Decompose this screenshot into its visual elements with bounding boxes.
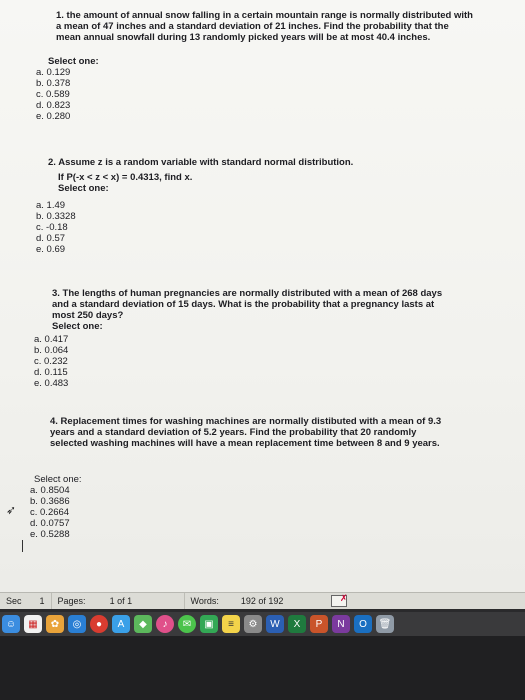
option-c[interactable]: c. 0.2664 bbox=[30, 507, 70, 518]
words-value: 192 of 192 bbox=[240, 596, 284, 606]
question-2-line-2: If P(-x < z < x) = 0.4313, find x. bbox=[58, 172, 193, 183]
option-e[interactable]: e. 0.5288 bbox=[30, 529, 70, 540]
status-bar bbox=[0, 592, 525, 609]
option-c[interactable]: c. -0.18 bbox=[36, 222, 68, 233]
select-one-label: Select one: bbox=[48, 56, 99, 67]
option-b[interactable]: b. 0.3328 bbox=[36, 211, 76, 222]
question-1-line-3: mean annual snowfall during 13 randomly picked years will be at most 40.4 inches. bbox=[56, 32, 431, 43]
pages-indicator[interactable] bbox=[52, 593, 185, 609]
question-3-line-3: most 250 days? bbox=[52, 310, 124, 321]
app-store-icon[interactable]: A bbox=[112, 615, 130, 633]
question-1-line-2: a mean of 47 inches and a standard deviation of 21 inches. Find the probability that the bbox=[56, 21, 449, 32]
option-a[interactable]: a. 1.49 bbox=[36, 200, 66, 211]
question-4-line-2: years and a standard deviation of 5.2 years. Find the probability that 20 randomly bbox=[50, 427, 417, 438]
select-one-label: Select one: bbox=[58, 183, 109, 194]
question-1 bbox=[56, 10, 516, 43]
question-3-line-2: and a standard deviation of 15 days. What is the probability that a pregnancy lasts at bbox=[52, 299, 435, 310]
word-icon[interactable]: W bbox=[266, 615, 284, 633]
option-d[interactable]: d. 0.57 bbox=[36, 233, 66, 244]
select-one-label: Select one: bbox=[52, 321, 103, 332]
option-b[interactable]: b. 0.3686 bbox=[30, 496, 70, 507]
facetime-icon[interactable]: ▣ bbox=[200, 615, 218, 633]
question-4-options bbox=[30, 474, 82, 540]
words-label: Words: bbox=[190, 596, 219, 606]
select-one-label: Select one: bbox=[34, 474, 82, 485]
safari-icon[interactable]: ◎ bbox=[68, 615, 86, 633]
question-3-line-1: 3. The lengths of human pregnancies are normally distributed with a mean of 268 days bbox=[52, 288, 443, 299]
option-a[interactable]: a. 0.417 bbox=[34, 334, 69, 345]
option-d[interactable]: d. 0.823 bbox=[36, 100, 71, 111]
option-c[interactable]: c. 0.232 bbox=[34, 356, 68, 367]
option-b[interactable]: b. 0.378 bbox=[36, 78, 71, 89]
maps-icon[interactable]: ◆ bbox=[134, 615, 152, 633]
section-label: Sec bbox=[6, 596, 22, 606]
words-indicator[interactable] bbox=[185, 593, 327, 609]
trash-icon[interactable]: 🗑 bbox=[376, 615, 394, 633]
excel-icon[interactable]: X bbox=[288, 615, 306, 633]
section-indicator[interactable] bbox=[0, 593, 52, 609]
question-1-options bbox=[36, 56, 99, 122]
option-d[interactable]: d. 0.115 bbox=[34, 367, 68, 378]
pages-label: Pages: bbox=[57, 596, 86, 606]
question-2 bbox=[48, 157, 508, 194]
finder-icon[interactable]: ☺ bbox=[2, 615, 20, 633]
question-2-line-1: 2. Assume z is a random variable with standard normal distribution. bbox=[48, 157, 354, 168]
option-a[interactable]: a. 0.8504 bbox=[30, 485, 70, 496]
option-e[interactable]: e. 0.280 bbox=[36, 111, 71, 122]
text-cursor-icon bbox=[22, 540, 23, 552]
desktop-background bbox=[0, 636, 525, 700]
onenote-icon[interactable]: N bbox=[332, 615, 350, 633]
option-a[interactable]: a. 0.129 bbox=[36, 67, 71, 78]
question-1-line-1: 1. the amount of annual snow falling in a certain mountain range is normally distributed with bbox=[56, 10, 473, 21]
option-b[interactable]: b. 0.064 bbox=[34, 345, 69, 356]
chrome-icon[interactable]: ● bbox=[90, 615, 108, 633]
option-e[interactable]: e. 0.483 bbox=[34, 378, 69, 389]
notes-icon[interactable]: ≡ bbox=[222, 615, 240, 633]
proofing-icon[interactable]: ✗ bbox=[331, 595, 347, 607]
itunes-icon[interactable]: ♪ bbox=[156, 615, 174, 633]
settings-icon[interactable]: ⚙ bbox=[244, 615, 262, 633]
outlook-icon[interactable]: O bbox=[354, 615, 372, 633]
question-2-options bbox=[36, 200, 76, 255]
photos-icon[interactable]: ✿ bbox=[46, 615, 64, 633]
option-e[interactable]: e. 0.69 bbox=[36, 244, 66, 255]
option-c[interactable]: c. 0.589 bbox=[36, 89, 70, 100]
question-3-options bbox=[34, 334, 68, 389]
question-4-line-3: selected washing machines will have a mean replacement time between 8 and 9 years. bbox=[50, 438, 440, 449]
option-d[interactable]: d. 0.0757 bbox=[30, 518, 70, 529]
pages-value: 1 of 1 bbox=[109, 596, 133, 606]
section-value: 1 bbox=[39, 596, 45, 606]
messages-icon[interactable]: ✉ bbox=[178, 615, 196, 633]
question-4 bbox=[50, 416, 515, 449]
dock bbox=[0, 612, 525, 636]
powerpoint-icon[interactable]: P bbox=[310, 615, 328, 633]
calendar-icon[interactable]: ▦ bbox=[24, 615, 42, 633]
pen-mark-icon: ➶ bbox=[6, 503, 17, 517]
question-3 bbox=[52, 288, 512, 332]
question-4-line-1: 4. Replacement times for washing machines are normally distibuted with a mean of 9.3 bbox=[50, 416, 442, 427]
